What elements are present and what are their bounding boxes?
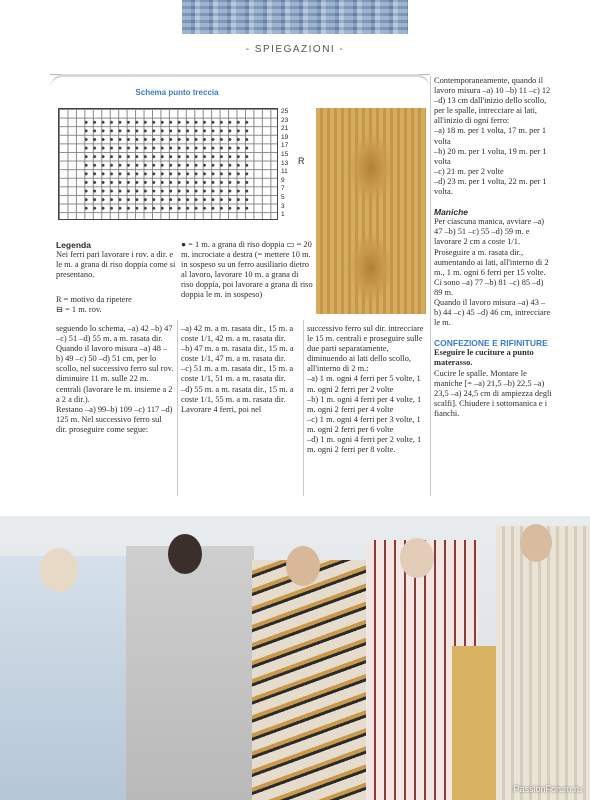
chart-row-number: 5 <box>281 193 285 201</box>
paragraph: –a) 1 m. ogni 4 ferri per 5 volte, 1 m. ogni 2 ferri per 2 volte <box>307 374 421 394</box>
model-head <box>168 534 202 574</box>
paragraph: Lavorare 4 ferri, poi nel <box>181 404 262 414</box>
chart-row-number: 23 <box>281 116 289 124</box>
paragraph: Quando il lavoro misura –a) 48 –b) 49 –c) 50 –d) 51 cm, per lo scollo, nel successivo ferro sul rov. diminuire 11 m. sulle 22 m. centrali (lavorare le m. insieme a 2 a 2 a dir.). <box>56 344 174 404</box>
legend-text: Nei ferri pari lavorare i rov. a dir. e le m. a grana di riso doppia come si presentano. <box>56 250 176 280</box>
model-photo <box>0 556 130 800</box>
model-head <box>520 524 552 562</box>
paragraph: –d) 1 m. ogni 4 ferri per 2 volte, 1 m. ogni 2 ferri per 8 volte. <box>307 435 422 455</box>
chart-row-number: 15 <box>281 150 289 158</box>
model-head <box>286 546 320 586</box>
paragraph: –c) 51 m. a m. rasata dir., 15 m. a coste 1/1, 51 m. a m. rasata dir. <box>181 364 294 384</box>
paragraph: –d) 55 m. a m. rasata dir., 15 m. a coste 1/1, 55 m. a m. rasata dir. <box>181 384 294 404</box>
paragraph: –d) 23 m. per 1 volta, 22 m. per 1 volta. <box>434 176 547 197</box>
chart-row-number: 3 <box>281 202 285 210</box>
model-head <box>400 538 434 578</box>
confezione-bold-text: Eseguire le cuciture a punto materasso. <box>434 348 534 368</box>
column-divider <box>177 320 178 496</box>
repeat-marker: R <box>298 156 305 166</box>
paragraph: –c) 21 m. per 2 volte <box>434 166 504 176</box>
chart-row-number: 21 <box>281 125 289 133</box>
paragraph: –a) 18 m. per 1 volta, 17 m. per 1 volta <box>434 126 547 146</box>
chart-row-number: 7 <box>281 185 285 193</box>
paragraph: –b) 47 m. a m. rasata dir., 15 m. a coste 1/1, 47 m. a m. rasata dir. <box>181 344 294 364</box>
legend-items <box>56 295 186 315</box>
legend-item: ⊟ = 1 m. rov. <box>56 305 102 315</box>
chart-row-number: 25 <box>281 108 289 115</box>
legend-heading: Legenda <box>56 240 91 250</box>
instructions-column-1 <box>56 324 174 435</box>
instructions-column-3 <box>307 324 428 455</box>
column-divider <box>303 320 304 496</box>
watermark: PassionForum.ru <box>513 784 582 794</box>
chart-row-number: 13 <box>281 159 289 167</box>
model-photo <box>126 546 254 800</box>
model-head <box>40 548 78 592</box>
chart-row-number: 9 <box>281 176 285 184</box>
chart-row-number: 17 <box>281 142 289 150</box>
legend-right-text: ● = 1 m. a grana di riso doppia ▭ = 20 m. incrociate a destra (= mettere 10 m. in sospeso su un ferro ausiliario dietro al lavoro, lavorare 10 m. a grana di riso doppia, poi lavorare a grana di riso doppia le m. in sospeso) <box>181 240 313 300</box>
paragraph: –b) 20 m. per 1 volta, 19 m. per 1 volta <box>434 146 547 166</box>
column-divider <box>430 76 431 496</box>
chart-row-number: 19 <box>281 133 289 141</box>
paragraph: Cucire le spalle. Montare le maniche [= –a) 21,5 –b) 22,5 –a) 23,5 –a) 24,5 cm di ampiezza degli scalfi]. Chiudere i sottomanica e i fianchi. <box>434 368 552 418</box>
chart-row-numbers <box>281 108 297 220</box>
instructions-column-4 <box>434 76 552 419</box>
model-photo-strip <box>0 516 590 800</box>
model-photo <box>496 526 590 800</box>
paragraph: Quando il lavoro misura –a) 43 –b) 44 –c) 45 –d) 46 cm, intrecciare le m. <box>434 297 551 328</box>
model-photo <box>252 560 368 800</box>
paragraph: Contemporaneamente, quando il lavoro misura –a) 10 –b) 11 –c) 12 –d) 13 cm dall'inizio dello scollo, per le spalle, intrecciare ai lati, all'inizio di ogni ferro: <box>434 76 551 126</box>
paragraph: –c) 1 m. ogni 4 ferri per 3 volte, 1 m. ogni 2 ferri per 6 volte <box>307 414 421 434</box>
maniche-heading: Maniche <box>434 207 469 218</box>
schema-title: Schema punto treccia <box>135 88 219 97</box>
paragraph: seguendo lo schema, –a) 42 –b) 47 –c) 51 –d) 55 m. a m. rasata dir. <box>56 324 173 344</box>
knit-texture-banner <box>182 0 408 34</box>
chart-row-number: 11 <box>281 168 288 176</box>
legend-symbol-notes <box>181 240 313 301</box>
legend-item: R = motivo da ripetere <box>56 295 132 304</box>
paragraph: Ci sono –a) 77 –b) 81 –c) 85 –d) 89 m. <box>434 277 544 297</box>
paragraph: Restano –a) 99–b) 109 –c) 117 –d) 125 m. Nel successivo ferro sul dir. proseguire come segue: <box>56 404 173 434</box>
paragraph: –a) 42 m. a m. rasata dir., 15 m. a coste 1/1, 42 m. a m. rasata dir. <box>181 324 294 344</box>
paragraph: –b) 1 m. ogni 4 ferri per 4 volte, 1 m. ogni 2 ferri per 4 volte <box>307 394 422 414</box>
paragraph: successivo ferro sul dir. intrecciare le 15 m. centrali e proseguire sulle due parti separatamente, diminuendo ai lati dello scollo, all'interno di 2 m.: <box>307 324 424 374</box>
confezione-heading: CONFEZIONE E RIFINITURE <box>434 338 548 349</box>
paragraph: Per ciascuna manica, avviare –a) 47 –b) 51 –c) 55 –d) 59 m. e lavorare 2 cm a coste 1/1. Proseguire a m. rasata dir., aumentando ai lati, all'interno di 2 m., 1 m. ogni 6 ferri per 15 volte. <box>434 217 549 277</box>
cable-stitch-photo <box>316 108 426 314</box>
stitch-chart-symbols <box>82 118 254 212</box>
chart-row-number: 1 <box>281 211 285 219</box>
instructions-column-2 <box>181 324 299 415</box>
section-title: - SPIEGAZIONI - <box>245 44 345 55</box>
legend <box>56 240 176 280</box>
